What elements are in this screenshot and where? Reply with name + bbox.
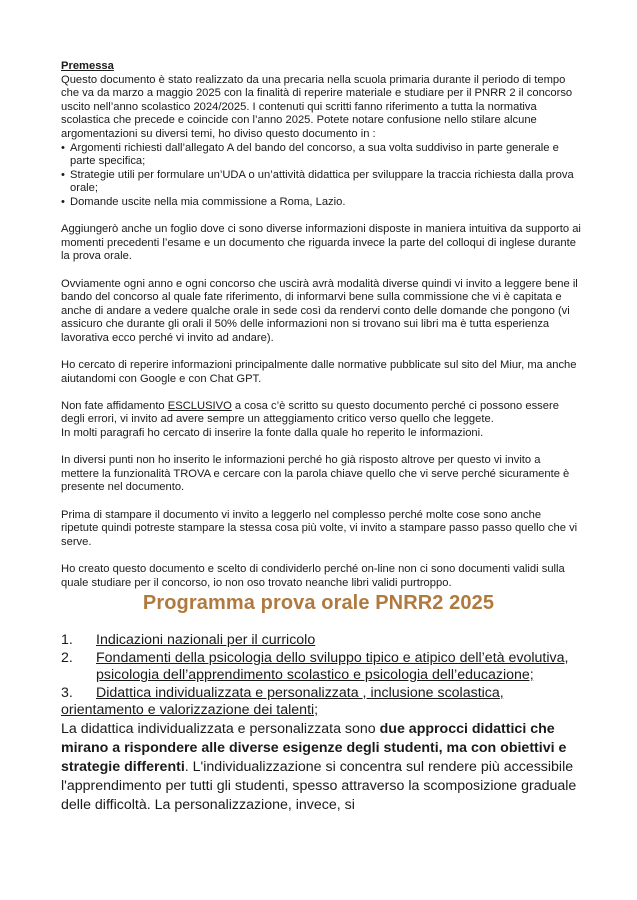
programma-section bbox=[61, 632, 581, 815]
item-text: Didattica individualizzata e personalizzata , inclusione scolastica, orientamento e valorizzazione dei talenti; bbox=[61, 684, 504, 718]
esclusivo-underlined: ESCLUSIVO bbox=[167, 399, 232, 412]
bullet-item: • Argomenti richiesti dall’allegato A del bando del concorso, a sua volta suddiviso in parte generale e parte specifica; bbox=[61, 142, 581, 169]
programma-item bbox=[61, 632, 581, 650]
body-text-start: La didattica individualizzata e personalizzata sono bbox=[61, 720, 380, 737]
programma-list bbox=[61, 632, 581, 685]
premessa-paragraph-6: In diversi punti non ho inserito le informazioni perché ho già risposto altrove per questo vi invito a mettere la funzionalità TROVA e cercare con la parola chiave quello che vi serve perché sicuramente è presente nel documento. bbox=[61, 454, 570, 494]
item-text: Indicazioni nazionali per il curricolo bbox=[96, 632, 316, 648]
body-text-end: . L'individualizzazione si concentra sul rendere più accessibile l'apprendimento per tutti gli studenti, spesso attraverso la scomposizione graduale delle difficoltà. La personalizzazione, invece, si bbox=[61, 758, 577, 813]
bullet-item: • Strategie utili per formulare un’UDA o un’attività didattica per sviluppare la traccia richiesta dalla prova orale; bbox=[61, 169, 581, 196]
didattica-paragraph bbox=[61, 720, 581, 815]
item-text: Fondamenti della psicologia dello sviluppo tipico e atipico dell’età evolutiva, psicologia dell’apprendimento scolastico e psicologia dell’educazione; bbox=[96, 649, 569, 683]
premessa-section bbox=[61, 60, 581, 604]
programma-item bbox=[61, 650, 581, 685]
para5-text-end: a cosa c’è scritto su questo documento perché ci possono essere degli errori, vi invito ad avere sempre un atteggiamento critico verso quello che leggete. bbox=[61, 399, 559, 426]
premessa-paragraph-4: Ho cercato di reperire informazioni principalmente dalle normative pubblicate sul sito del Miur, ma anche aiutandomi con Google e con Chat GPT. bbox=[61, 359, 577, 385]
premessa-paragraph-3: Ovviamente ogni anno e ogni concorso che uscirà avrà modalità diverse quindi vi invito a leggere bene il bando del concorso al quale fate riferimento, di informarvi bene sulla commissione che vi è capitata e anche di andare a vedere qualche orale in sede così da rendervi conto delle domande che pongono (vi assicuro che durante gli orali il 50% delle informazioni non si trovano sui libri ma è tutta esperienza lavorativa ecco perché vi invito ad andare). bbox=[61, 277, 578, 344]
item-number: 2. bbox=[61, 649, 73, 666]
body-text-bold: due approcci didattici che mirano a rispondere alle diverse esigenze degli studenti, ma con obiettivi e strategie differenti bbox=[61, 720, 567, 775]
item-number: 1. bbox=[61, 632, 73, 648]
premessa-paragraph-8: Ho creato questo documento e scelto di condividerlo perché on-line non ci sono documenti validi sulla quale studiare per il concorso, io non oso trovato neanche libri validi purtroppo. bbox=[61, 562, 565, 589]
bullet-item: • Domande uscite nella mia commissione a Roma, Lazio. bbox=[61, 196, 581, 210]
premessa-heading: Premessa bbox=[61, 60, 114, 72]
para5-text-start: Non fate affidamento bbox=[61, 399, 168, 412]
premessa-bullet-list bbox=[61, 142, 581, 210]
programma-item-3 bbox=[61, 685, 581, 720]
para5-line-2: In molti paragrafi ho cercato di inserire la fonte dalla quale ho reperito le informazioni. bbox=[61, 427, 484, 440]
premessa-paragraph-1: Questo documento è stato realizzato da una precaria nella scuola primaria durante il periodo di tempo che va da marzo a maggio 2025 con la finalità di reperire materiale e studiare per il PNRR 2 il concorso uscito nell’anno scolastico 2024/2025. I contenuti qui scritti fanno riferimento a tutta la normativa scolastica che precede e coincide con l’anno 2025. Potete notare confusione nello stilare alcune argomentazioni su diversi temi, ho diviso questo documento in : bbox=[61, 73, 573, 140]
premessa-paragraph-5 bbox=[61, 400, 581, 441]
item-number: 3. bbox=[61, 684, 73, 701]
premessa-paragraph-7: Prima di stampare il documento vi invito a leggerlo nel complesso perché molte cose sono anche ripetute quindi potreste stampare la stessa cosa più volte, vi invito a stampare passo passo quello che vi serve. bbox=[61, 508, 578, 548]
programma-title: Programma prova orale PNRR2 2025 bbox=[142, 592, 495, 614]
premessa-paragraph-2: Aggiungerò anche un foglio dove ci sono diverse informazioni disposte in maniera intuitiva da supporto ai momenti precedenti l’esame e un documento che riguarda invece la parte del colloqui di inglese durante la prova orale. bbox=[61, 223, 581, 263]
